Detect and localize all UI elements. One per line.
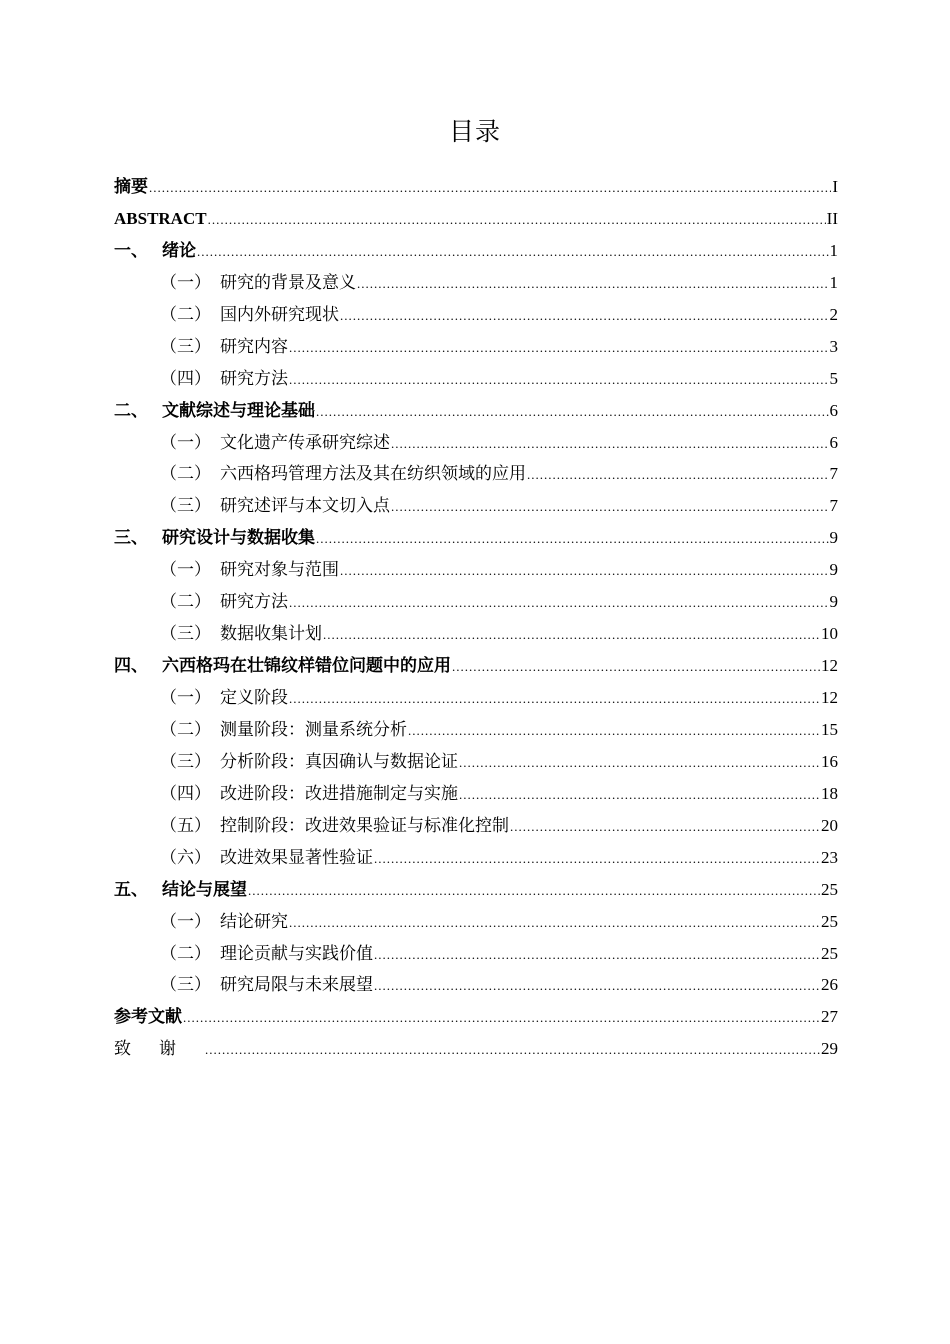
toc-entry[interactable] xyxy=(114,1033,838,1065)
toc-entry-page: 9 xyxy=(829,528,838,548)
toc-entry-number: （三） xyxy=(160,496,211,517)
toc-leader-dots xyxy=(374,843,820,875)
toc-entry-page: 20 xyxy=(821,815,838,835)
toc-entry[interactable] xyxy=(114,714,838,746)
toc-entry[interactable] xyxy=(114,586,838,618)
toc-entry-label: 分析阶段：真因确认与数据论证 xyxy=(220,751,458,772)
toc-entry-number: （一） xyxy=(160,688,211,708)
toc-entry-number: （三） xyxy=(160,336,211,357)
toc-entry[interactable] xyxy=(114,618,838,650)
toc-leader-dots xyxy=(340,300,829,332)
toc-entry-label: 六西格玛在壮锦纹样错位问题中的应用 xyxy=(162,656,451,677)
toc-entry[interactable] xyxy=(114,267,838,299)
toc-leader-dots xyxy=(408,715,820,747)
toc-leader-dots xyxy=(289,907,820,939)
toc-entry-label: 研究方法 xyxy=(220,368,288,389)
toc-entry-label: 结论研究 xyxy=(220,911,288,932)
toc-entry-page: 18 xyxy=(821,783,838,803)
toc-leader-dots xyxy=(205,1034,820,1066)
toc-entry-number: （二） xyxy=(160,304,211,325)
toc-entry-page: 5 xyxy=(829,368,838,388)
toc-entry[interactable] xyxy=(114,650,838,682)
toc-entry-number: （一） xyxy=(160,272,211,293)
toc-entry-number: 四、 xyxy=(114,656,148,677)
toc-entry-number: （四） xyxy=(160,783,211,804)
toc-entry-page: 12 xyxy=(821,656,838,676)
toc-entry-page: 27 xyxy=(821,1007,838,1027)
toc-entry-label: 结论与展望 xyxy=(162,879,247,900)
toc-entry-page: 2 xyxy=(829,304,838,324)
toc-leader-dots xyxy=(391,428,829,460)
toc-leader-dots xyxy=(510,811,820,843)
toc-entry[interactable] xyxy=(114,778,838,810)
toc-entry-number: 一、 xyxy=(114,240,148,261)
toc-entry[interactable] xyxy=(114,363,838,395)
toc-entry-page: 26 xyxy=(821,975,838,995)
toc-entry-number: （三） xyxy=(160,624,211,645)
toc-leader-dots xyxy=(374,939,820,971)
toc-entry-label: 控制阶段：改进效果验证与标准化控制 xyxy=(220,815,509,836)
toc-entry-label: 绪论 xyxy=(162,240,196,261)
toc-entry-number: （四） xyxy=(160,368,211,389)
toc-leader-dots xyxy=(374,970,820,1002)
toc-leader-dots xyxy=(459,779,820,811)
toc-entry[interactable] xyxy=(114,746,838,778)
toc-entry-label: 数据收集计划 xyxy=(220,624,322,645)
toc-leader-dots xyxy=(391,491,829,523)
toc-entry-label: 研究设计与数据收集 xyxy=(162,528,315,549)
toc-entry[interactable] xyxy=(114,682,838,714)
toc-entry-number: （二） xyxy=(160,592,211,613)
toc-entry-label: 研究对象与范围 xyxy=(220,560,339,581)
toc-entry[interactable] xyxy=(114,938,838,970)
toc-entry[interactable] xyxy=(114,427,838,459)
toc-entry-page: 15 xyxy=(821,719,838,739)
toc-entry-number: （一） xyxy=(160,560,211,581)
toc-leader-dots xyxy=(197,236,829,268)
toc-entry-label: 参考文献 xyxy=(114,1007,182,1028)
toc-leader-dots xyxy=(183,1002,820,1034)
toc-entry-page: 7 xyxy=(829,496,838,516)
toc-leader-dots xyxy=(289,364,829,396)
toc-entry-page: 3 xyxy=(829,336,838,356)
toc-entry-number: （三） xyxy=(160,975,211,996)
toc-leader-dots xyxy=(340,555,829,587)
toc-leader-dots xyxy=(208,204,826,236)
page-title: 目录 xyxy=(448,117,501,146)
toc-entry-page: 9 xyxy=(829,592,838,612)
toc-entry-page: 6 xyxy=(829,432,838,452)
toc-entry[interactable] xyxy=(114,203,838,235)
toc-entry-label: 研究的背景及意义 xyxy=(220,272,356,293)
toc-entry[interactable] xyxy=(114,522,838,554)
toc-leader-dots xyxy=(289,587,829,619)
toc-entry[interactable] xyxy=(114,810,838,842)
toc-entry[interactable] xyxy=(114,490,838,522)
toc-entry-label: 摘要 xyxy=(114,177,148,197)
toc-entry-page: 25 xyxy=(821,943,838,963)
toc-entry-page: 25 xyxy=(821,879,838,899)
toc-entry-number: （三） xyxy=(160,751,211,772)
toc-entry-page: 7 xyxy=(829,464,838,484)
toc-entry-label: 研究局限与未来展望 xyxy=(220,975,373,996)
toc-entry[interactable] xyxy=(114,874,838,906)
toc-entry-label: 测量阶段：测量系统分析 xyxy=(220,719,407,740)
toc-leader-dots xyxy=(289,332,829,364)
toc-entry-page: 9 xyxy=(829,560,838,580)
toc-entry-label: 文献综述与理论基础 xyxy=(162,400,315,421)
toc-entry-number: （二） xyxy=(160,719,211,740)
toc-entry-label: 改进阶段：改进措施制定与实施 xyxy=(220,783,458,804)
toc-entry-page: 1 xyxy=(829,240,838,260)
toc-entry-label: 研究内容 xyxy=(220,336,288,357)
toc-entry-page: 12 xyxy=(821,688,838,707)
toc-entry-page: II xyxy=(826,208,838,228)
toc-entry-number: （一） xyxy=(160,911,211,932)
toc-entry[interactable] xyxy=(114,331,838,363)
toc-entry-number: （五） xyxy=(160,815,211,836)
toc-entry-number: （六） xyxy=(160,847,211,868)
toc-entry-label: 研究述评与本文切入点 xyxy=(220,496,390,517)
toc-entry[interactable] xyxy=(114,842,838,874)
toc-leader-dots xyxy=(323,619,820,651)
toc-entry-page: 29 xyxy=(821,1039,838,1059)
toc-entry[interactable] xyxy=(114,1001,838,1033)
toc-entry-page: 25 xyxy=(821,911,838,931)
toc-entry-number: 二、 xyxy=(114,400,148,421)
toc-leader-dots xyxy=(289,683,820,715)
toc-entry[interactable] xyxy=(114,458,838,490)
toc-entry[interactable] xyxy=(114,395,838,427)
toc-leader-dots xyxy=(248,875,820,907)
toc-entry-number: （二） xyxy=(160,943,211,964)
toc-entry-label: 国内外研究现状 xyxy=(220,304,339,325)
toc-leader-dots xyxy=(459,747,820,779)
toc-entry-number: 三、 xyxy=(114,528,148,549)
toc-leader-dots xyxy=(316,396,829,428)
toc-entry[interactable] xyxy=(114,969,838,1001)
toc-entry[interactable] xyxy=(114,554,838,586)
toc-entry-number: 五、 xyxy=(114,879,148,900)
toc-entry-label: 定义阶段 xyxy=(220,688,288,708)
table-of-contents xyxy=(114,171,838,1065)
toc-entry-page: 23 xyxy=(821,847,838,867)
toc-entry[interactable] xyxy=(114,299,838,331)
toc-entry-label: 六西格玛管理方法及其在纺织领域的应用 xyxy=(220,464,526,485)
toc-entry-label: 改进效果显著性验证 xyxy=(220,847,373,868)
toc-leader-dots xyxy=(149,172,831,204)
toc-entry-page: 1 xyxy=(829,272,838,292)
toc-leader-dots xyxy=(357,268,829,300)
toc-entry-page: 16 xyxy=(821,751,838,771)
toc-leader-dots xyxy=(527,459,829,491)
toc-entry-label: 研究方法 xyxy=(220,592,288,613)
toc-entry-label: 致谢 xyxy=(114,1039,204,1059)
toc-entry-number: （二） xyxy=(160,464,211,485)
toc-entry-page: I xyxy=(832,177,838,196)
toc-entry-number: （一） xyxy=(160,432,211,453)
toc-entry-page: 6 xyxy=(829,400,838,420)
toc-leader-dots xyxy=(452,651,820,683)
toc-entry[interactable] xyxy=(114,235,838,267)
toc-entry-page: 10 xyxy=(821,624,838,644)
toc-entry-label: 理论贡献与实践价值 xyxy=(220,943,373,964)
toc-entry-label: 文化遗产传承研究综述 xyxy=(220,432,390,453)
toc-entry[interactable] xyxy=(114,906,838,938)
toc-leader-dots xyxy=(316,523,829,555)
toc-entry-label: ABSTRACT xyxy=(114,208,207,228)
toc-entry[interactable] xyxy=(114,171,838,203)
